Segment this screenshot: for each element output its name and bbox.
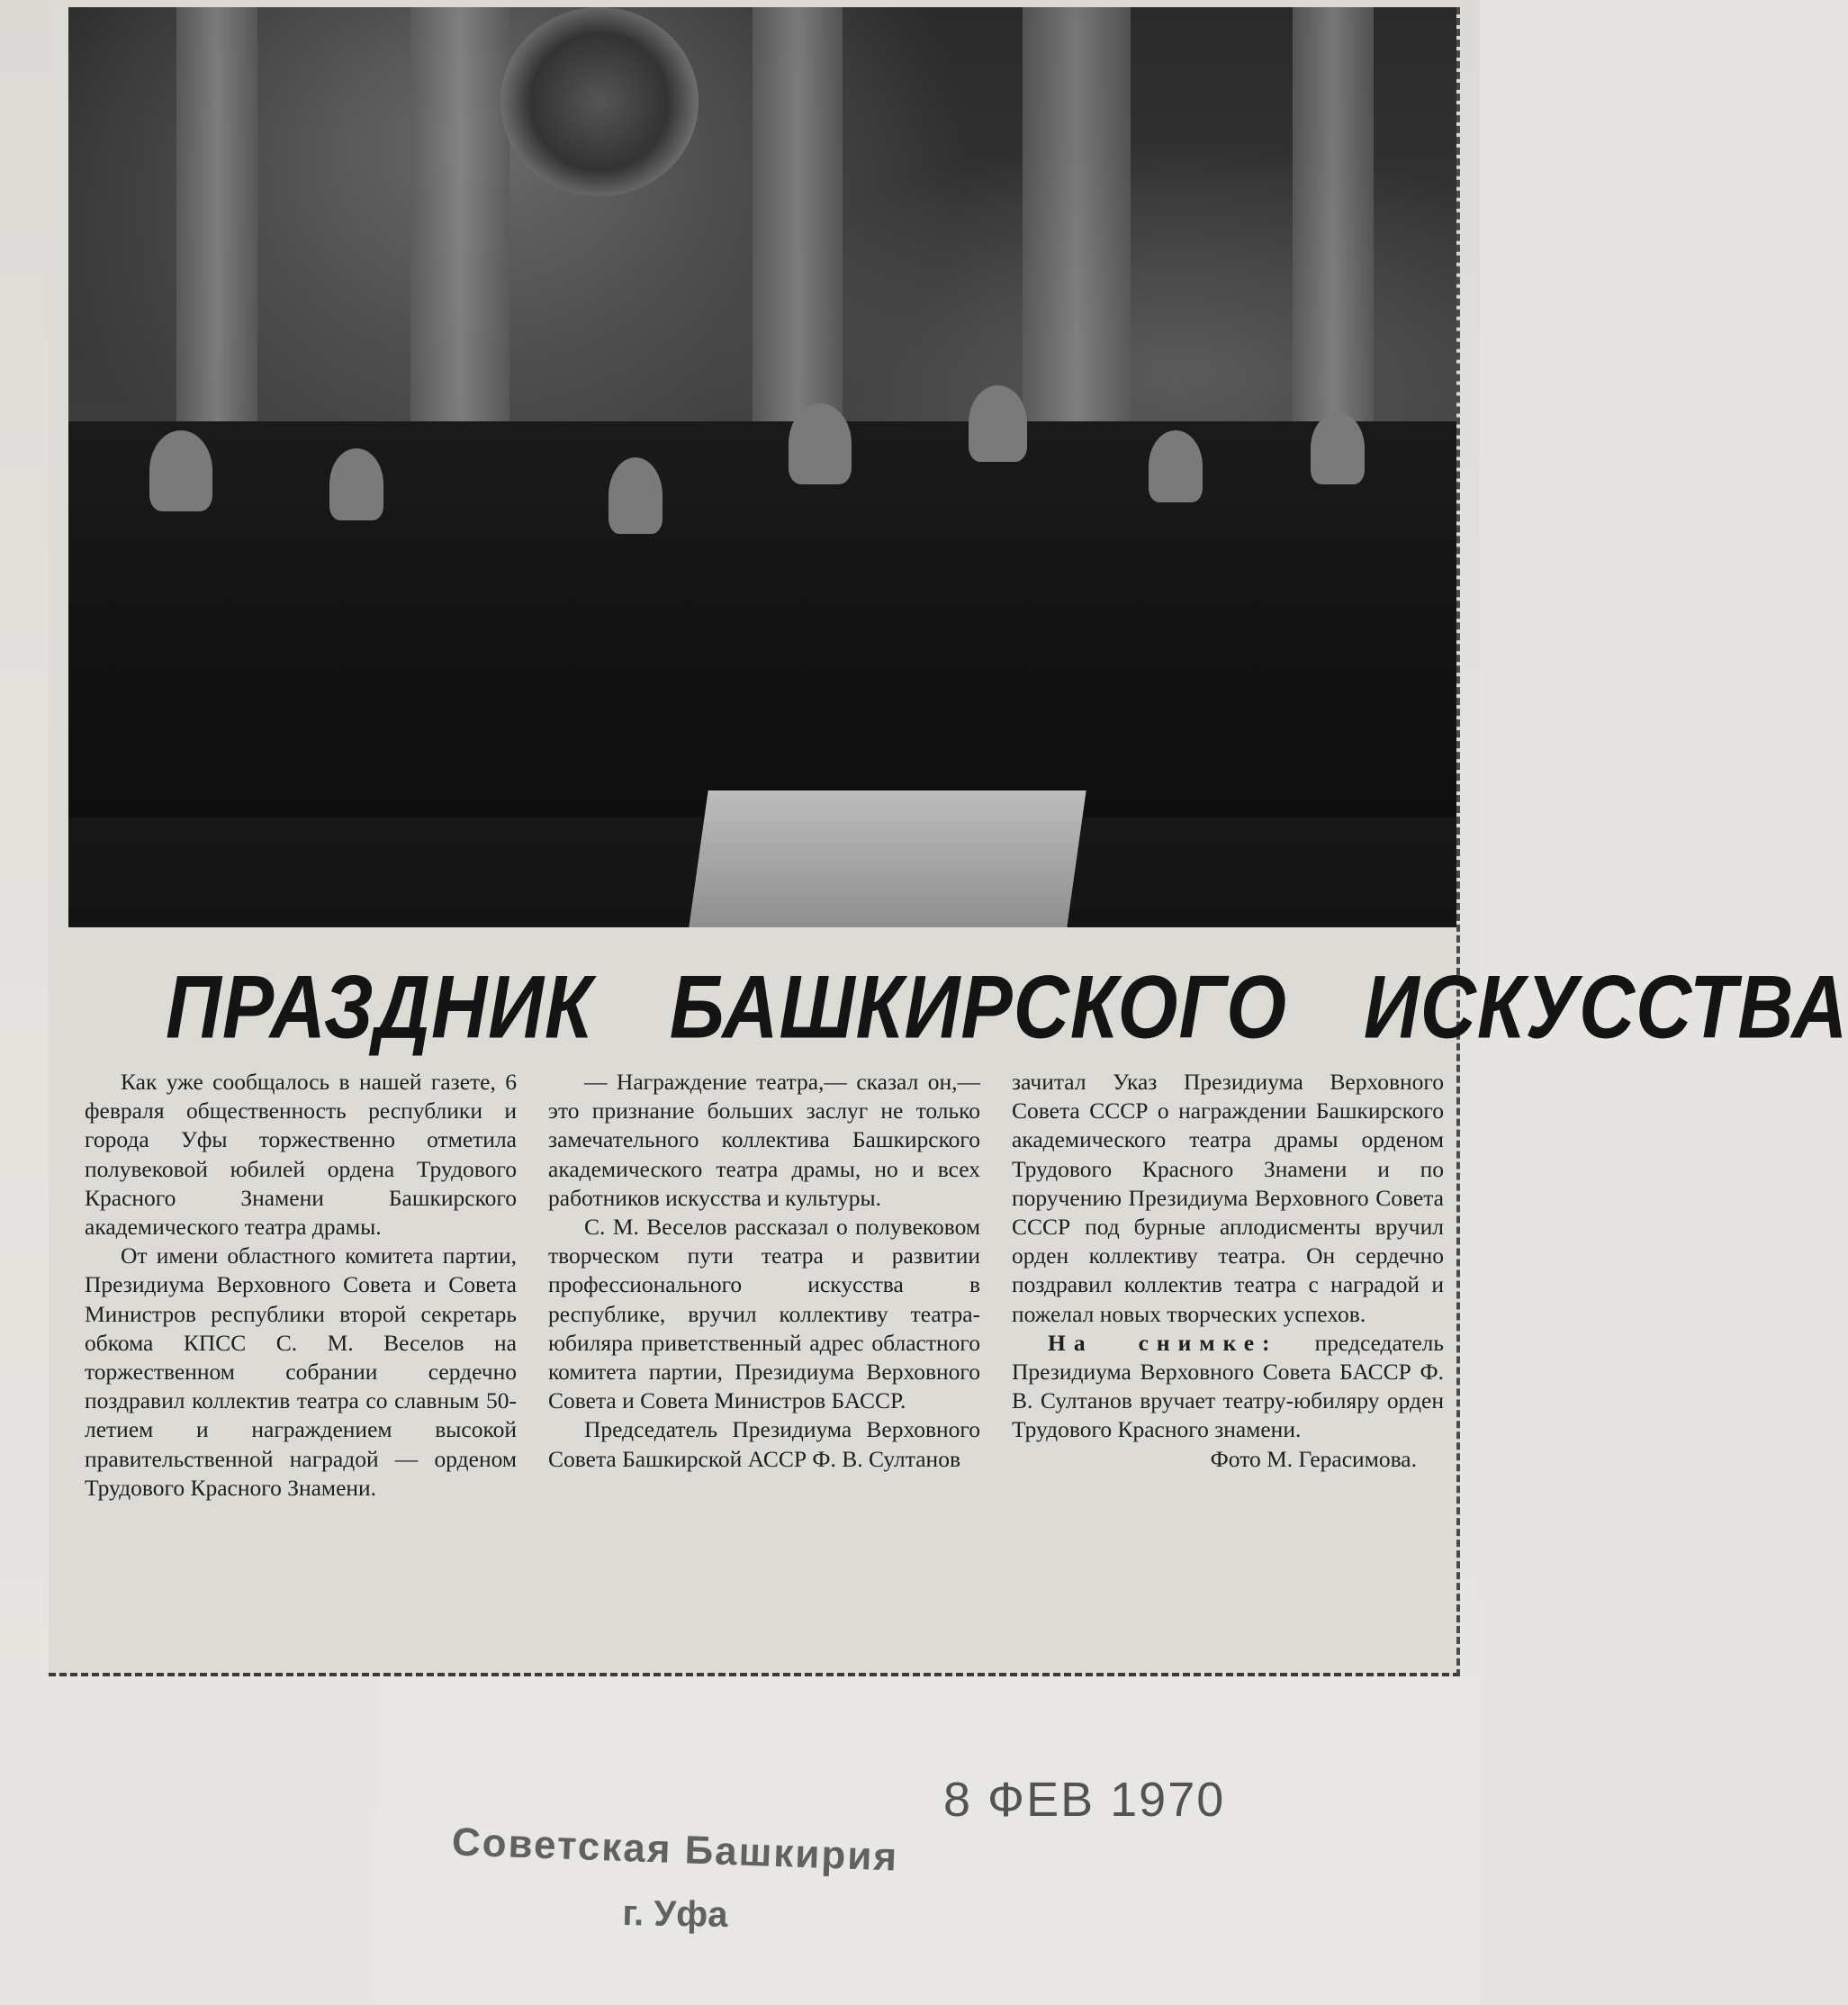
date-stamp: 8 ФЕВ 1970 (943, 1773, 1226, 1827)
article-headline: ПРАЗДНИК БАШКИРСКОГО ИСКУССТВА (166, 958, 1848, 1058)
paragraph: Председатель Президиума Верховного Совета Башкирской АССР Ф. В. Султанов (548, 1416, 980, 1472)
photo-crowd (68, 421, 1456, 817)
paragraph: От имени областного комитета партии, Президиума Верховного Совета и Совета Министров республики второй секретарь обкома КПСС С. М. Веселов на торжественном собрании сердечно поздравил коллектив театра со славным 50-летием и награждением высокой правительственной наградой — орденом Трудового Красного Знамени. (85, 1242, 517, 1501)
publication-name: Советская Башкирия (451, 1820, 899, 1880)
newspaper-clipping (49, 7, 1848, 1676)
paragraph: С. М. Веселов рассказал о полувековом творческом пути театра и развитии профессионального искусства в республике, вручил коллективу театра-юбиляра приветственный адрес областного комитета партии, Президиума Верховного Совета и Совета Министров БАССР. (548, 1214, 980, 1414)
paragraph: — Награждение театра,— сказал он,— это признание больших заслуг не только замечательного коллектива Башкирского академического театра драмы, но и всех работников искусства и культуры. (548, 1069, 980, 1211)
photo-person (329, 448, 383, 520)
article-column-2 (548, 1068, 980, 1474)
award-ceremony-photo (68, 7, 1456, 927)
photo-table (689, 790, 1086, 927)
photo-person (149, 430, 212, 511)
article-column-3 (1012, 1068, 1444, 1474)
article-column-1 (85, 1068, 517, 1503)
photo-caption (1012, 1329, 1444, 1445)
photo-credit: Фото М. Герасимова. (1210, 1445, 1417, 1472)
caption-text: председатель Президиума Верховного Совета БАССР Ф. В. Султанов вручает театру-юбиляру орден Трудового Красного знамени. (1012, 1329, 1445, 1443)
publication-city: г. Уфа (622, 1892, 728, 1936)
article-body (85, 1068, 1462, 1662)
photo-person (1311, 412, 1365, 484)
state-emblem-icon (500, 7, 699, 196)
photo-person (608, 457, 663, 534)
caption-lead: На снимке: (1048, 1329, 1278, 1356)
publication-stamp (423, 1820, 927, 1981)
photo-person (1149, 430, 1203, 502)
paragraph: Как уже сообщалось в нашей газете, 6 февраля общественность республики и города Уфы торжественно отметила полувековой юбилей ордена Трудового Красного Знамени Башкирского академического театра драмы. (85, 1069, 517, 1241)
photo-person (969, 385, 1027, 462)
paragraph: зачитал Указ Президиума Верховного Совета СССР о награждении Башкирского академического театра драмы орденом Трудового Красного Знамени и по поручению Президиума Верховного Совета СССР под бурные аплодисменты вручил орден коллективу театра. Он сердечно поздравил коллектив театра с наградой и пожелал новых творческих успехов. (1012, 1069, 1444, 1327)
photo-person (789, 403, 852, 484)
